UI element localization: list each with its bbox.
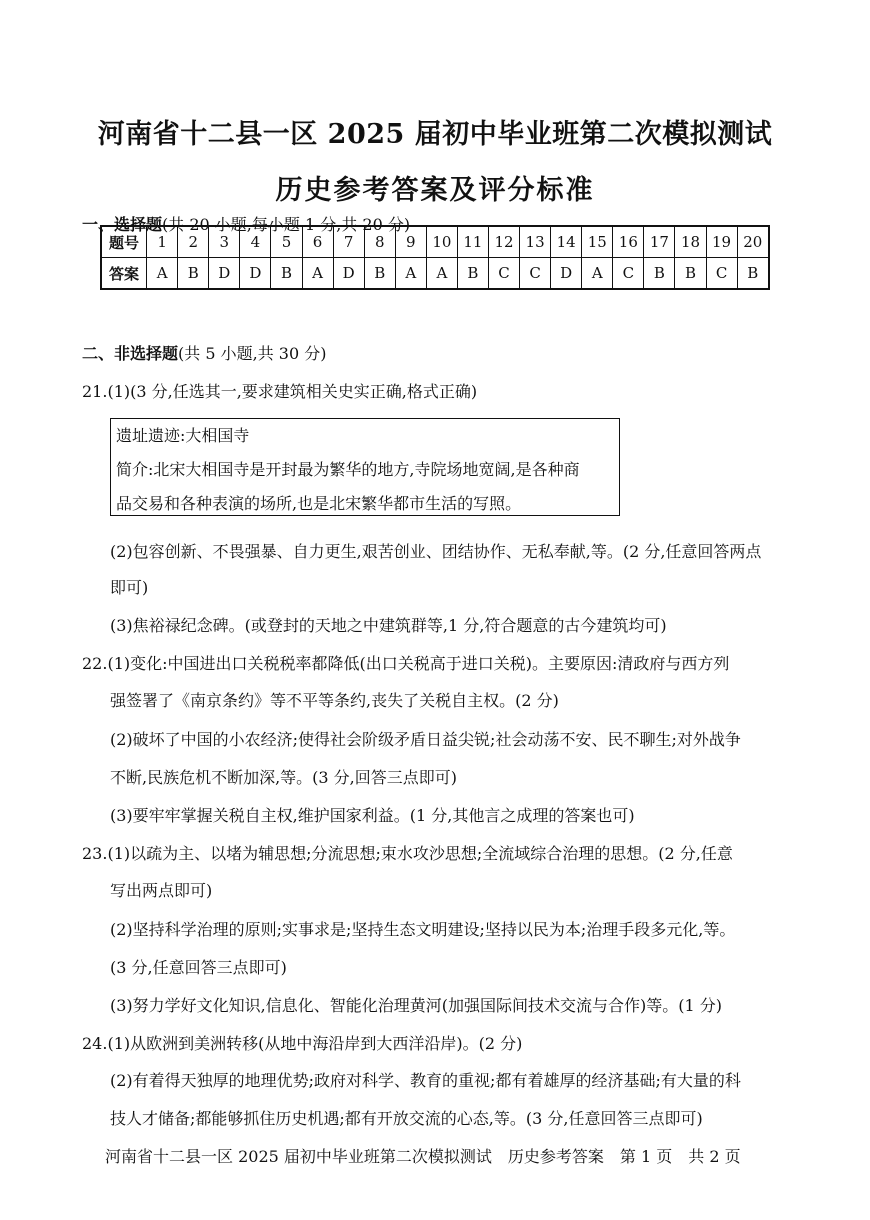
answer-cell: A xyxy=(302,258,333,290)
q23-line4: (3 分,任意回答三点即可) xyxy=(110,958,287,977)
answer-cell: D xyxy=(333,258,364,290)
question-number-cell: 11 xyxy=(457,226,488,258)
answer-cell: C xyxy=(488,258,519,290)
question-number-cell: 19 xyxy=(706,226,737,258)
question-number-cell: 17 xyxy=(644,226,675,258)
q22-line5: (3)要牢牢掌握关税自主权,维护国家利益。(1 分,其他言之成理的答案也可) xyxy=(110,806,635,825)
question-number-cell: 8 xyxy=(364,226,395,258)
answer-cell: B xyxy=(737,258,769,290)
q24-line1: 24.(1)从欧洲到美洲转移(从地中海沿岸到大西洋沿岸)。(2 分) xyxy=(82,1034,523,1053)
q23-line5: (3)努力学好文化知识,信息化、智能化治理黄河(加强国际间技术交流与合作)等。(1 分) xyxy=(110,996,722,1015)
q23-line2: 写出两点即可) xyxy=(110,881,213,900)
question-number-cell: 3 xyxy=(209,226,240,258)
question-number-cell: 10 xyxy=(426,226,457,258)
question-number-cell: 2 xyxy=(178,226,209,258)
answer-key-title: 历史参考答案及评分标准 xyxy=(275,175,595,206)
q22-line2: 强签署了《南京条约》等不平等条约,丧失了关税自主权。(2 分) xyxy=(110,691,559,710)
question-number-cell: 4 xyxy=(240,226,271,258)
question-number-cell: 7 xyxy=(333,226,364,258)
answer-cell: D xyxy=(209,258,240,290)
question-number-cell: 13 xyxy=(520,226,551,258)
question-number-cell: 15 xyxy=(582,226,613,258)
answer-cell: C xyxy=(613,258,644,290)
answer-cell: B xyxy=(675,258,706,290)
q22-line3: (2)破坏了中国的小农经济;使得社会阶级矛盾日益尖锐;社会动荡不安、民不聊生;对外战争 xyxy=(110,730,741,749)
question-number-cell: 6 xyxy=(302,226,333,258)
q21-box-line1: 遗址遗迹:大相国寺 xyxy=(116,426,250,445)
q24-line2: (2)有着得天独厚的地理优势;政府对科学、教育的重视;都有着雄厚的经济基础;有大量的科 xyxy=(110,1071,741,1090)
answer-cell: B xyxy=(644,258,675,290)
page-footer: 河南省十二县一区 2025 届初中毕业班第二次模拟测试 历史参考答案 第 1 页 共 2 页 xyxy=(105,1147,741,1166)
q21-answer-box xyxy=(110,418,620,516)
q21-line2: (2)包容创新、不畏强暴、自力更生,艰苦创业、团结协作、无私奉献,等。(2 分,任意回答两点 xyxy=(110,542,762,561)
question-number-cell: 12 xyxy=(488,226,519,258)
q22-line1: 22.(1)变化:中国进出口关税税率都降低(出口关税高于进口关税)。主要原因:清政府与西方列 xyxy=(82,654,730,673)
answer-table xyxy=(100,225,770,290)
q23-line1: 23.(1)以疏为主、以堵为辅思想;分流思想;束水攻沙思想;全流域综合治理的思想。(2 分,任意 xyxy=(82,844,733,863)
answer-cell: B xyxy=(364,258,395,290)
q24-line3: 技人才储备;都能够抓住历史机遇;都有开放交流的心态,等。(3 分,任意回答三点即可) xyxy=(110,1109,703,1128)
q21-line3: 即可) xyxy=(110,578,149,597)
answer-cell: D xyxy=(551,258,582,290)
question-number-cell: 9 xyxy=(395,226,426,258)
question-number-cell: 14 xyxy=(551,226,582,258)
question-number-cell: 5 xyxy=(271,226,302,258)
answer-cell: C xyxy=(520,258,551,290)
answer-cell: A xyxy=(426,258,457,290)
section2-heading: 二、非选择题(共 5 小题,共 30 分) xyxy=(82,344,327,363)
q21-line1: 21.(1)(3 分,任选其一,要求建筑相关史实正确,格式正确) xyxy=(82,382,478,401)
q21-line4: (3)焦裕禄纪念碑。(或登封的天地之中建筑群等,1 分,符合题意的古今建筑均可) xyxy=(110,616,667,635)
answer-label: 答案 xyxy=(101,258,147,290)
q22-line4: 不断,民族危机不断加深,等。(3 分,回答三点即可) xyxy=(110,768,458,787)
exam-title: 河南省十二县一区 2025 届初中毕业班第二次模拟测试 xyxy=(97,119,773,150)
answer-cell: D xyxy=(240,258,271,290)
q21-box-line3: 品交易和各种表演的场所,也是北宋繁华都市生活的写照。 xyxy=(116,494,522,513)
section1-heading: 一、选择题(共 20 小题,每小题 1 分,共 20 分) xyxy=(82,215,411,234)
answer-cell: C xyxy=(706,258,737,290)
answer-cell: B xyxy=(178,258,209,290)
answer-row xyxy=(101,258,769,290)
answer-cell: A xyxy=(582,258,613,290)
answer-cell: B xyxy=(271,258,302,290)
question-number-row xyxy=(101,226,769,258)
question-number-label: 题号 xyxy=(101,226,147,258)
question-number-cell: 18 xyxy=(675,226,706,258)
q23-line3: (2)坚持科学治理的原则;实事求是;坚持生态文明建设;坚持以民为本;治理手段多元化,等。 xyxy=(110,920,736,939)
answer-cell: B xyxy=(457,258,488,290)
question-number-cell: 1 xyxy=(147,226,178,258)
answer-cell: A xyxy=(395,258,426,290)
q21-box-line2: 简介:北宋大相国寺是开封最为繁华的地方,寺院场地宽阔,是各种商 xyxy=(116,460,580,479)
answer-cell: A xyxy=(147,258,178,290)
question-number-cell: 20 xyxy=(737,226,769,258)
section2-note: (共 5 小题,共 30 分) xyxy=(178,344,327,363)
section1-note: (共 20 小题,每小题 1 分,共 20 分) xyxy=(162,215,411,234)
question-number-cell: 16 xyxy=(613,226,644,258)
